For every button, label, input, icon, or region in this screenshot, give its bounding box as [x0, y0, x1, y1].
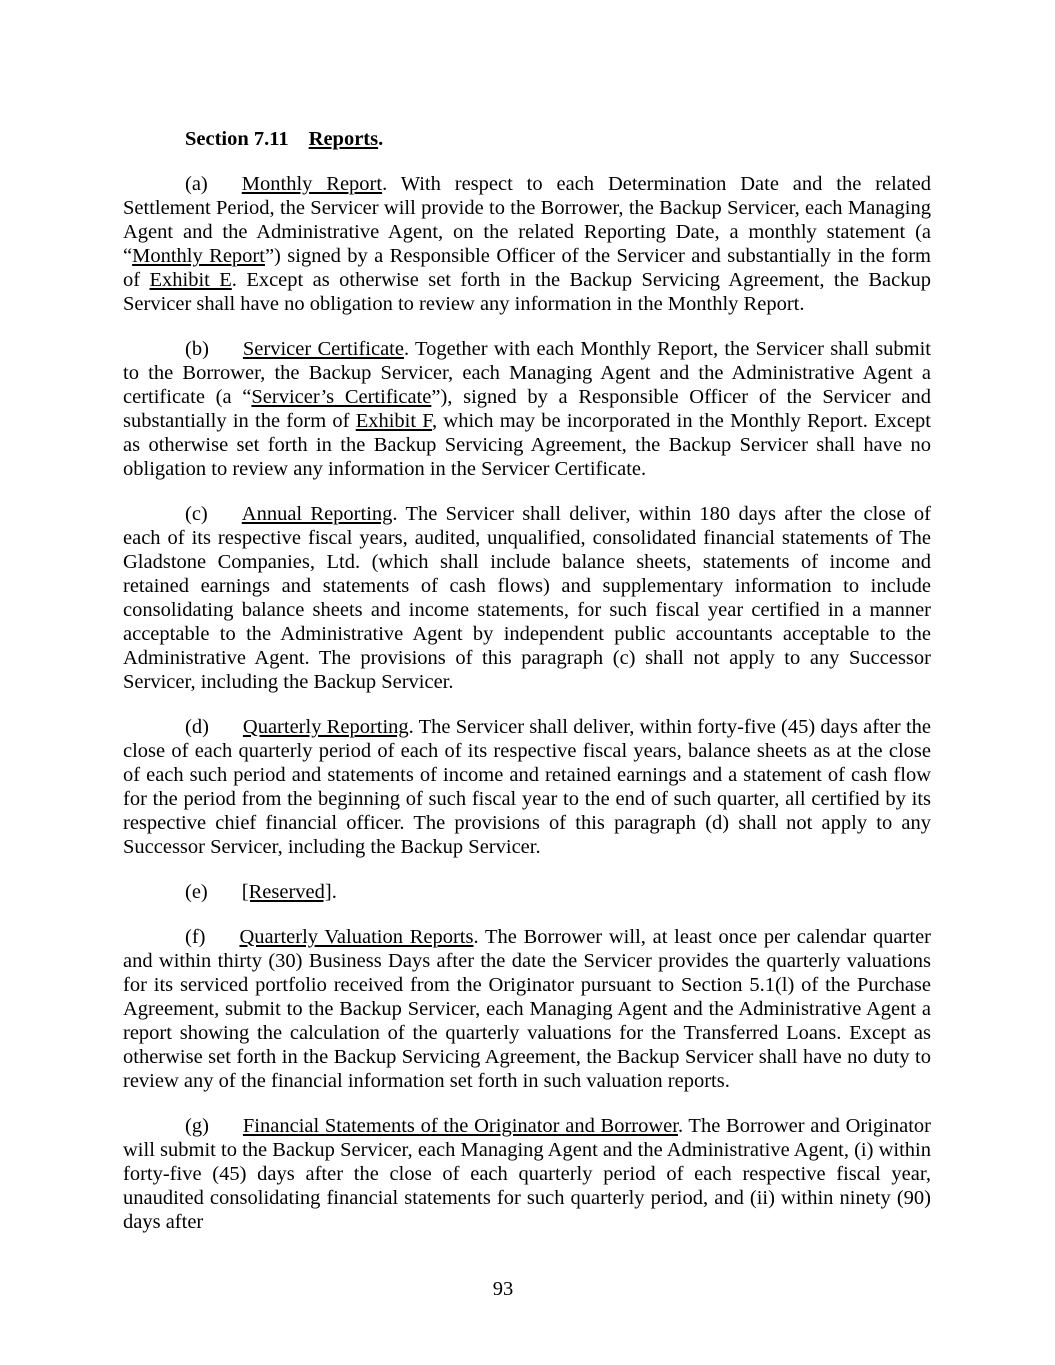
paragraph-a-body-1: . With respect to each Determination Date and the related Settlement Period, the Servicer will provide to the Borrower, the Backup Servicer, each Managing Agent and the Administrative Agent, on the related Reporting Date, a monthly statement (a “	[123, 173, 931, 267]
paragraph-a-body-3: . Except as otherwise set forth in the Backup Servicing Agreement, the Backup Servicer shall have no obligation to review any information in the Monthly Report.	[123, 269, 931, 315]
paragraph-e	[123, 880, 931, 904]
paragraph-b-exhibit-ref: Exhibit F	[355, 410, 433, 432]
paragraph-g-body-1: . The Borrower and Originator will submit to the Backup Servicer, each Managing Agent and the Administrative Agent, (i) within forty-five (45) days after the close of each quarterly period of each respective fiscal year, unaudited consolidating financial statements for such quarterly period, and (ii) within ninety (90) days after	[123, 1115, 931, 1233]
paragraph-b-term: Servicer Certificate	[242, 338, 404, 360]
paragraph-e-term: [Reserved]	[241, 881, 332, 903]
page-number: 93	[492, 1278, 514, 1300]
paragraph-label: (e)	[185, 881, 208, 903]
paragraph-d-term: Quarterly Reporting	[242, 716, 409, 738]
section-title: Reports	[308, 128, 379, 150]
section-label: Section 7.11	[185, 128, 289, 150]
paragraph-e-body-1: .	[331, 881, 337, 903]
paragraph-a-exhibit-ref: Exhibit E	[149, 269, 232, 291]
paragraph-d	[123, 715, 931, 859]
paragraph-g-term: Financial Statements of the Originator and Borrower	[242, 1115, 678, 1137]
paragraph-label: (b)	[185, 338, 209, 360]
paragraph-b-body-3: , which may be incorporated in the Monthly Report. Except as otherwise set forth in the Backup Servicing Agreement, the Backup Servicer shall have no obligation to review any information in the Servicer Certificate.	[123, 410, 932, 480]
paragraph-label: (c)	[185, 503, 208, 525]
paragraph-g	[123, 1114, 931, 1234]
paragraph-a-defined-term: Monthly Report	[132, 245, 265, 267]
paragraph-d-body-1: . The Servicer shall deliver, within forty-five (45) days after the close of each quarterly period of each of its respective fiscal years, balance sheets as at the close of each such period and statements of income and retained earnings and a statement of cash flow for the period from the beginning of such fiscal year to the end of such quarter, all certified by its respective chief financial officer. The provisions of this paragraph (d) shall not apply to any Successor Servicer, including the Backup Servicer.	[123, 716, 931, 858]
paragraph-label: (a)	[185, 173, 208, 195]
paragraph-f-body-1: . The Borrower will, at least once per calendar quarter and within thirty (30) Business Days after the date the Servicer provides the quarterly valuations for its serviced portfolio received from the Originator pursuant to Section 5.1(l) of the Purchase Agreement, submit to the Backup Servicer, each Managing Agent and the Administrative Agent a report showing the calculation of the quarterly valuations for the Transferred Loans. Except as otherwise set forth in the Backup Servicing Agreement, the Backup Servicer shall have no duty to review any of the financial information set forth in such valuation reports.	[123, 926, 932, 1092]
paragraph-b	[123, 337, 931, 481]
document-content	[123, 0, 931, 1234]
paragraph-label: (g)	[185, 1115, 209, 1137]
paragraph-f	[123, 925, 931, 1093]
paragraph-c-body-1: . The Servicer shall deliver, within 180 days after the close of each of its respective fiscal years, audited, unqualified, consolidated financial statements of The Gladstone Companies, Ltd. (which shall include balance sheets, statements of income and retained earnings and statements of cash flows) and supplementary information to include consolidating balance sheets and income statements, for such fiscal year certified in a manner acceptable to the Administrative Agent by independent public accountants acceptable to the Administrative Agent. The provisions of this paragraph (c) shall not apply to any Successor Servicer, including the Backup Servicer.	[123, 503, 931, 693]
paragraph-b-body-1: . Together with each Monthly Report, the Servicer shall submit to the Borrower, the Backup Servicer, each Managing Agent and the Administrative Agent a certificate (a “	[123, 338, 931, 408]
paragraph-f-term: Quarterly Valuation Reports	[239, 926, 474, 948]
paragraph-c-term: Annual Reporting	[241, 503, 393, 525]
section-heading	[123, 127, 931, 151]
paragraph-label: (d)	[185, 716, 209, 738]
paragraph-c	[123, 502, 931, 694]
paragraph-a	[123, 172, 931, 316]
paragraph-label: (f)	[185, 926, 206, 948]
paragraph-b-body-2: ”), signed by a Responsible Officer of the Servicer and substantially in the form of	[123, 386, 931, 432]
paragraph-a-body-2: ”) signed by a Responsible Officer of the Servicer and substantially in the form of	[123, 245, 931, 291]
section-title-period: .	[378, 128, 384, 150]
paragraph-b-defined-term: Servicer’s Certificate	[251, 386, 432, 408]
paragraph-a-term: Monthly Report	[241, 173, 383, 195]
